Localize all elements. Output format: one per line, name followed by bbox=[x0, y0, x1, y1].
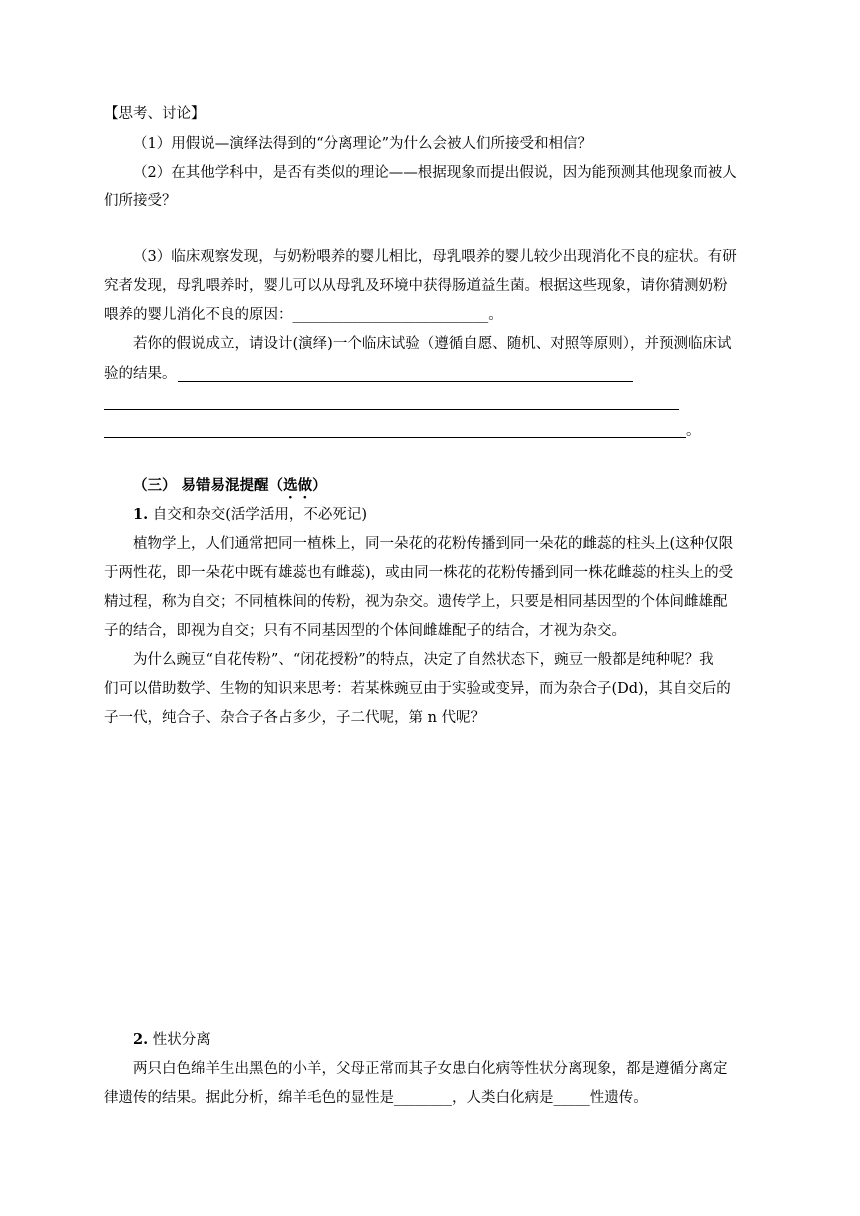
discussion-heading: 【思考、讨论】 bbox=[104, 106, 206, 122]
paragraph-2-line-1: 为什么豌豆“自花传粉”、“闭花授粉”的特点，决定了自然状态下，豌豆一般都是纯种呢？我 bbox=[133, 652, 714, 668]
question-3-line-1: （3）临床观察发现，与奶粉喂养的婴儿相比，母乳喂养的婴儿较少出现消化不良的症状。有研 bbox=[133, 249, 737, 265]
section-3-heading-prefix: （三） 易错易混提醒（ bbox=[133, 477, 284, 494]
paragraph-1-line-2: 于两性花，即一朵花中既有雄蕊也有雌蕊)，或由同一株花的花粉传播到同一株花雌蕊的柱头上的受 bbox=[104, 565, 734, 581]
dotted-char-1: 选 bbox=[283, 477, 298, 494]
section-3-heading-suffix: ） bbox=[312, 477, 327, 494]
item-2-number: 2. bbox=[133, 1031, 149, 1048]
dotted-char-2: 做 bbox=[297, 477, 313, 494]
paragraph-1-line-3: 精过程，称为自交；不同植株间的传粉，视为杂交。遗传学上，只要是相同基因型的个体间雌雄配 bbox=[104, 594, 728, 610]
question-3-line-3: 喂养的婴儿消化不良的原因：___________________________。 bbox=[104, 307, 503, 323]
question-2-line-2: 们所接受？ bbox=[104, 193, 177, 209]
question-2-line-1: （2）在其他学科中，是否有类似的理论——根据现象而提出假说，因为能预测其他现象而被人 bbox=[133, 165, 737, 181]
paragraph-2-line-2: 们可以借助数学、生物的知识来思考：若某株豌豆由于实验或变异，而为杂合子(Dd)，其自交后的 bbox=[104, 681, 731, 697]
item-2-title bbox=[133, 1030, 211, 1050]
item-1-title bbox=[133, 505, 367, 525]
paragraph-3-line-1: 两只白色绵羊生出黑色的小羊，父母正常而其子女患白化病等性状分离现象，都是遵循分离定 bbox=[133, 1061, 728, 1077]
item-1-number: 1. bbox=[133, 506, 149, 523]
paragraph-1-line-1: 植物学上，人们通常把同一植株上，同一朵花的花粉传播到同一朵花的雌蕊的柱头上(这种仅限 bbox=[133, 536, 734, 552]
question-3-line-2: 究者发现，母乳喂养时，婴儿可以从母乳及环境中获得肠道益生菌。根据这些现象，请你猜测奶粉 bbox=[104, 278, 728, 294]
answer-line-2 bbox=[104, 409, 679, 410]
paragraph-3-line-2: 律遗传的结果。据此分析，绵羊毛色的显性是________，人类白化病是_____性遗传。 bbox=[104, 1090, 648, 1106]
answer-period: 。 bbox=[686, 423, 701, 439]
answer-line-1 bbox=[178, 381, 633, 382]
paragraph-1-line-4: 子的结合，即视为自交；只有不同基因型的个体间雌雄配子的结合，才视为杂交。 bbox=[104, 623, 626, 639]
item-2-title-text: 性状分离 bbox=[148, 1032, 211, 1048]
answer-line-3 bbox=[104, 437, 686, 438]
paragraph-2-line-3: 子一代，纯合子、杂合子各占多少，子二代呢，第 n 代呢？ bbox=[104, 710, 486, 726]
item-1-title-text: 自交和杂交(活学活用，不必死记) bbox=[148, 507, 368, 523]
question-1: （1）用假说—演绎法得到的“分离理论”为什么会被人们所接受和相信？ bbox=[133, 136, 593, 152]
section-3-heading bbox=[133, 476, 327, 496]
question-4-line-1: 若你的假说成立，请设计(演绎)一个临床试验（遵循自愿、随机、对照等原则），并预测临床试 bbox=[133, 336, 732, 352]
question-4-line-2: 验的结果。 bbox=[104, 366, 177, 382]
